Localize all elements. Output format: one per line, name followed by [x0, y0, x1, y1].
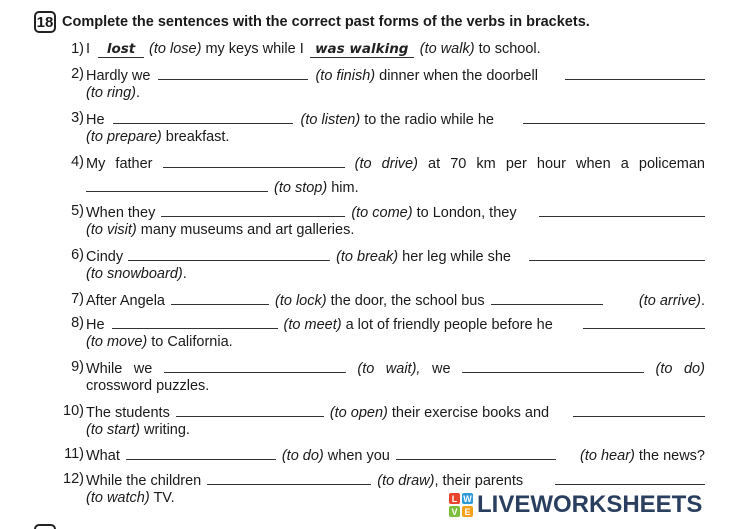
question-word: drive): [381, 156, 418, 172]
question-text: (to arrive).: [638, 293, 705, 309]
question-text: What: [86, 448, 120, 464]
answer-blank[interactable]: [523, 109, 705, 124]
question-word: a: [620, 156, 629, 172]
logo-mark-tile: W: [463, 493, 472, 504]
question-word: km: [476, 156, 496, 172]
question-text: (to lock) the door, the school bus: [275, 293, 485, 309]
question-text-line2: crossword puzzles.: [86, 378, 210, 394]
answer-blank[interactable]: [539, 202, 705, 217]
exercise-instruction: Complete the sentences with the correct past forms of the verbs in brackets.: [62, 14, 590, 30]
answer-blank[interactable]: [529, 246, 705, 261]
question-number: 5): [71, 203, 84, 219]
question-text: I: [86, 41, 91, 57]
question-text: (to walk) to school.: [419, 41, 541, 57]
question-text-line2: (to visit) many museums and art galleries.: [86, 222, 355, 238]
question-text: When they: [86, 205, 156, 221]
question-text: (to draw), their parents: [377, 473, 524, 489]
answer-blank[interactable]: [158, 65, 308, 80]
question-word: While: [86, 361, 123, 377]
answer-filled-lost[interactable]: lost: [98, 42, 144, 58]
question-number: 7): [71, 291, 84, 307]
question-text: (to come) to London, they: [351, 205, 517, 221]
question-word: we: [431, 361, 451, 377]
question-text-line2: (to ring).: [86, 85, 140, 101]
answer-blank[interactable]: [86, 177, 268, 192]
question-text: He: [86, 317, 105, 333]
answer-blank[interactable]: [126, 445, 276, 460]
question-word: (to: [655, 361, 673, 377]
answer-blank[interactable]: [113, 109, 293, 124]
question-word: wait),: [385, 361, 421, 377]
question-word: My: [86, 156, 106, 172]
question-text: The students: [86, 405, 170, 421]
liveworksheets-logo: [449, 492, 702, 518]
question-text: Hardly we: [86, 68, 151, 84]
answer-blank[interactable]: [112, 314, 278, 329]
answer-blank[interactable]: [583, 314, 705, 329]
question-text: (to open) their exercise books and: [329, 405, 550, 421]
question-number: 4): [71, 154, 84, 170]
question-text: (to break) her leg while she: [336, 249, 511, 265]
question-text-line2: (to start) writing.: [86, 422, 190, 438]
next-exercise-badge-edge: [34, 524, 56, 529]
answer-blank[interactable]: [491, 290, 603, 305]
question-text-line2: (to watch) TV.: [86, 490, 175, 506]
answer-blank[interactable]: [462, 358, 644, 373]
question-text-line2: (to prepare) breakfast.: [86, 129, 230, 145]
question-number: 3): [71, 110, 84, 126]
question-number: 2): [71, 66, 84, 82]
question-word: at: [428, 156, 441, 172]
question-text: While the children: [86, 473, 202, 489]
question-number: 11): [64, 446, 84, 462]
answer-blank[interactable]: [555, 470, 705, 485]
question-text: (to lose) my keys while I: [149, 41, 304, 57]
question-word: 70: [450, 156, 467, 172]
answer-blank[interactable]: [171, 290, 269, 305]
question-text-line2: (to move) to California.: [86, 334, 233, 350]
question-number: 8): [71, 315, 84, 331]
question-text: (to hear) the news?: [580, 448, 705, 464]
logo-mark-tile: E: [462, 506, 473, 517]
answer-blank[interactable]: [176, 402, 324, 417]
question-word: hour: [536, 156, 566, 172]
logo-mark-tile: V: [449, 506, 460, 517]
exercise-header: [34, 11, 590, 33]
question-word: when: [575, 156, 611, 172]
logo-mark-icon: [449, 493, 473, 517]
exercise-number-badge: 18: [34, 11, 56, 33]
answer-filled-was-walking[interactable]: was walking: [310, 42, 414, 58]
answer-blank[interactable]: [163, 153, 345, 168]
question-text: After Angela: [86, 293, 165, 309]
answer-blank[interactable]: [128, 246, 330, 261]
answer-blank[interactable]: [565, 65, 705, 80]
question-word: we: [133, 361, 153, 377]
answer-blank[interactable]: [161, 202, 345, 217]
question-text: He: [86, 112, 105, 128]
question-word: do): [683, 361, 705, 377]
question-word: per: [505, 156, 527, 172]
logo-mark-tile: L: [449, 493, 460, 504]
question-word: (to: [354, 156, 372, 172]
answer-blank[interactable]: [573, 402, 705, 417]
question-number: 9): [71, 359, 84, 375]
question-number: 6): [71, 247, 84, 263]
logo-text: LIVEWORKSHEETS: [477, 491, 703, 518]
question-text: (to finish) dinner when the doorbell: [315, 68, 538, 84]
question-text-line2: (to stop) him.: [274, 180, 359, 196]
question-word: (to: [357, 361, 375, 377]
answer-blank[interactable]: [164, 358, 346, 373]
question-word: policeman: [638, 156, 705, 172]
question-text: Cindy: [86, 249, 124, 265]
question-number: 12): [63, 471, 84, 487]
answer-blank[interactable]: [207, 470, 371, 485]
question-number: 1): [71, 41, 84, 57]
question-word: father: [115, 156, 153, 172]
question-number: 10): [63, 403, 84, 419]
question-text-line2: (to snowboard).: [86, 266, 187, 282]
question-text: (to do) when you: [281, 448, 390, 464]
question-text: (to meet) a lot of friendly people before he: [283, 317, 553, 333]
question-text: (to listen) to the radio while he: [300, 112, 494, 128]
answer-blank[interactable]: [396, 445, 556, 460]
